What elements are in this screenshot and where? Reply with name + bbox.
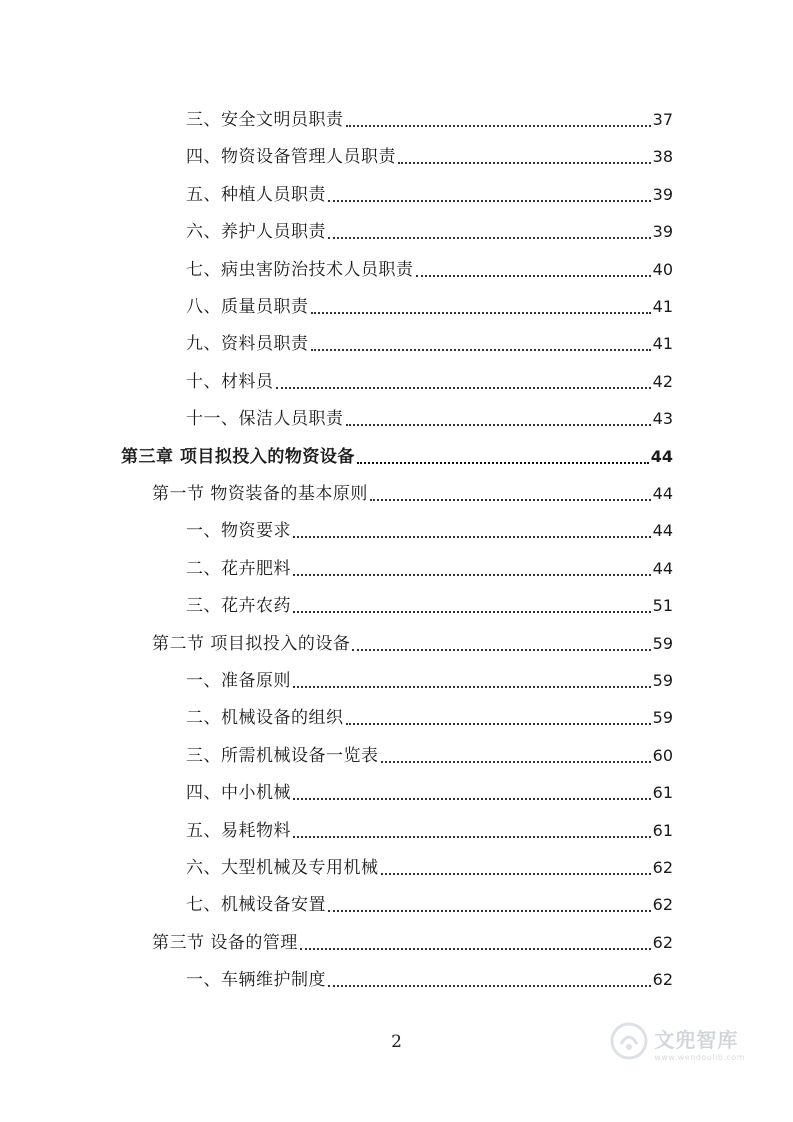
toc-subsection-entry[interactable] [186,258,673,282]
toc-dot-leader [352,648,650,651]
toc-entry-title: 九、资料员职责 [186,334,309,355]
wendou-logo-icon [610,1022,648,1064]
toc-dot-leader [293,685,651,688]
toc-entry-page: 61 [652,820,673,840]
toc-entry-page: 38 [652,147,673,167]
toc-subsection-entry[interactable] [186,557,673,581]
toc-entry-title: 一、准备原则 [186,671,291,691]
toc-entry-title: 第二节 项目拟投入的设备 [152,633,351,654]
toc-entry-title: 第一节 物资装备的基本原则 [152,484,368,504]
toc-dot-leader [300,947,651,950]
toc-dot-leader [357,461,649,464]
page-number: 2 [391,1032,402,1052]
toc-dot-leader [346,124,651,127]
toc-subsection-entry[interactable] [186,295,673,319]
toc-entry-title: 六、大型机械及专用机械 [186,858,379,878]
toc-entry-page: 51 [652,596,673,616]
toc-subsection-entry[interactable] [186,370,673,394]
toc-dot-leader [381,760,651,763]
toc-entry-page: 40 [652,259,673,279]
toc-subsection-entry[interactable] [186,856,673,880]
toc-dot-leader [293,610,651,613]
toc-entry-page: 62 [652,858,673,877]
toc-entry-page: 60 [652,745,673,765]
toc-subsection-entry[interactable] [186,893,673,917]
toc-subsection-entry[interactable] [186,407,673,431]
toc-entry-title: 三、安全文明员职责 [186,110,344,130]
toc-section-entry[interactable] [152,632,673,656]
toc-subsection-entry[interactable] [186,519,673,543]
toc-dot-leader [311,348,651,351]
toc-dot-leader [311,311,651,314]
toc-entry-page: 61 [652,783,673,803]
toc-subsection-entry[interactable] [186,332,673,356]
toc-dot-leader [293,835,651,838]
toc-entry-title: 十一、保洁人员职责 [186,409,344,430]
toc-entry-page: 59 [652,708,673,728]
toc-subsection-entry[interactable] [186,781,673,805]
toc-section-entry[interactable] [152,931,673,955]
watermark-url: www.wendoulib.com [654,1053,745,1062]
toc-entry-page: 62 [652,932,673,952]
toc-subsection-entry[interactable] [186,968,673,992]
toc-entry-title: 四、物资设备管理人员职责 [186,147,396,168]
toc-subsection-entry[interactable] [186,594,673,618]
toc-dot-leader [398,161,651,164]
toc-dot-leader [293,573,651,576]
toc-dot-leader [370,498,651,501]
toc-subsection-entry[interactable] [186,220,673,244]
toc-dot-leader [293,535,651,538]
toc-subsection-entry[interactable] [186,145,673,169]
toc-entry-title: 第三节 设备的管理 [152,932,298,953]
toc-entry-title: 十、材料员 [186,371,274,392]
toc-entry-page: 41 [652,297,673,316]
toc-dot-leader [328,236,651,239]
watermark [610,1022,745,1064]
toc-entry-title: 三、所需机械设备一览表 [186,745,379,766]
toc-entry-page: 44 [652,521,673,541]
toc-dot-leader [328,909,651,912]
toc-dot-leader [328,199,651,202]
toc-dot-leader [416,274,651,277]
toc-entry-title: 五、种植人员职责 [186,184,326,205]
toc-entry-title: 七、机械设备安置 [186,895,326,916]
toc-entry-title: 六、养护人员职责 [186,222,326,243]
toc-entry-page: 37 [652,110,673,129]
toc-entry-page: 59 [652,671,673,690]
toc-dot-leader [276,386,651,389]
toc-dot-leader [293,797,651,800]
toc-dot-leader [328,984,651,987]
toc-subsection-entry[interactable] [186,669,673,693]
toc-entry-page: 39 [652,222,673,242]
toc-entry-title: 第三章 项目拟投入的物资设备 [121,446,355,467]
toc-subsection-entry[interactable] [186,744,673,768]
toc-entry-page: 62 [652,895,673,915]
toc-entry-page: 59 [652,633,673,653]
toc-entry-page: 39 [652,184,673,204]
toc-dot-leader [346,722,651,725]
toc-entry-page: 41 [652,334,673,354]
toc-section-entry[interactable] [152,482,673,506]
toc-entry-page: 44 [650,446,673,466]
toc-entry-page: 62 [652,970,673,990]
toc-entry-title: 二、花卉肥料 [186,558,291,579]
toc-chapter-entry[interactable] [121,445,673,469]
toc-dot-leader [346,423,651,426]
toc-entry-page: 44 [652,558,673,578]
toc-entry-title: 五、易耗物料 [186,820,291,841]
toc-entry-title: 七、病虫害防治技术人员职责 [186,259,414,280]
toc-entry-page: 44 [652,484,673,503]
watermark-name: 文兜智库 [654,1028,739,1052]
toc-entry-page: 43 [652,409,673,429]
toc-subsection-entry[interactable] [186,819,673,843]
toc-subsection-entry[interactable] [186,183,673,207]
toc-entry-title: 一、车辆维护制度 [186,970,326,991]
toc-subsection-entry[interactable] [186,108,673,132]
toc-dot-leader [381,872,651,875]
toc-entry-title: 一、物资要求 [186,521,291,542]
toc-entry-title: 三、花卉农药 [186,596,291,617]
toc-subsection-entry[interactable] [186,706,673,730]
toc-entry-title: 二、机械设备的组织 [186,708,344,729]
toc-entry-page: 42 [652,371,673,391]
toc-entry-title: 八、质量员职责 [186,297,309,317]
toc-entry-title: 四、中小机械 [186,783,291,804]
